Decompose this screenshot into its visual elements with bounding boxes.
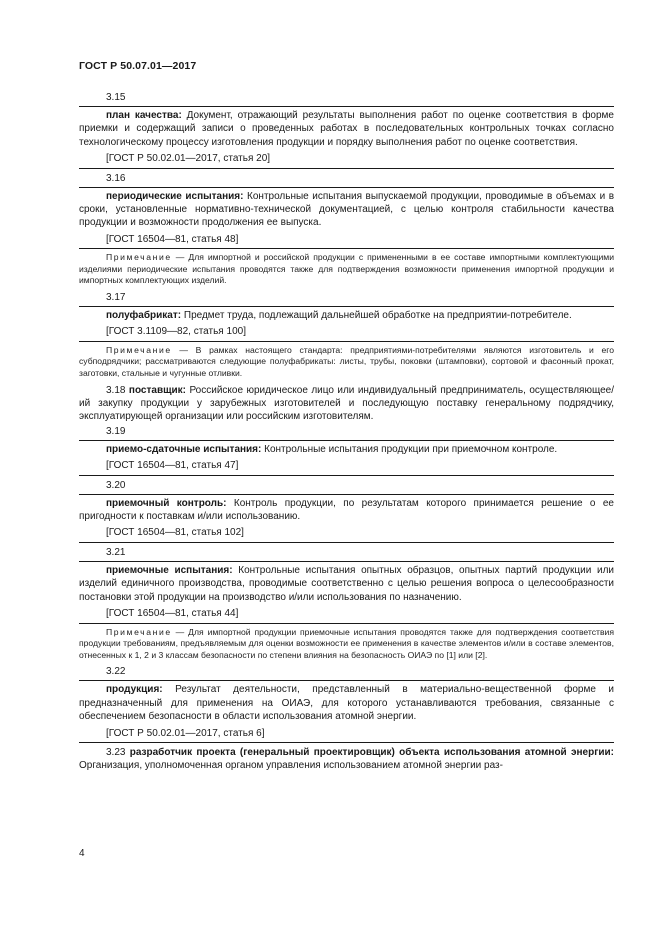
term-number: 3.15 — [106, 92, 126, 103]
note-text: — Для импортной продукции приемочные испытания проводятся также для подтверждения соответствия продукции требованиям, предъявляемым для оценки возможности ее применения в качестве элементов и/или в составе элементов, отнесенных к 1, 2 и 3 классам безопасности по степени влияния на безопасность ОИАЭ по [1] или [2]. — [79, 626, 614, 660]
term-number: 3.20 — [106, 479, 126, 491]
term-definition — [79, 109, 614, 149]
term-definition — [79, 443, 614, 456]
term-name: периодические испытания: — [106, 190, 244, 202]
term-source: [ГОСТ 16504—81, статья 48] — [106, 233, 239, 245]
term-text: Контрольные испытания опытных образцов, опытных партий продукции или изделий единичного производства, проводимые соответственно с целью решения вопроса о целесообразности постановки этой продукции на производство и/или использования по назначению. — [79, 564, 615, 603]
term-number: 3.21 — [106, 546, 126, 558]
note-3-16 — [79, 252, 614, 287]
document-body — [79, 91, 614, 774]
term-name: полуфабрикат: — [106, 310, 182, 322]
term-name: разработчик проекта (генеральный проектировщик) объекта использования атомной энергии: — [129, 746, 614, 758]
term-box-3-21 — [79, 561, 614, 624]
term-number: 3.17 — [106, 292, 126, 304]
term-text: Документ, отражающий результаты выполнения работ по оценке соответствия в форме приемки и содержащий записи о проведенных работах в последовательных контрольных точках согласно технологическому процессу изготовления продукции и порядку выполнения работ по оценке соответствия. — [79, 110, 614, 148]
term-source: [ГОСТ 3.1109—82, статья 100] — [106, 326, 246, 338]
note-label: Примечание — [106, 252, 172, 263]
term-text: Российское юридическое лицо или индивидуальный предприниматель, осуществляющее/ий закупку продукции у зарубежных изготовителей и последующую поставку генеральному подрядчику, эксплуатирующей организации или российским изготовителям. — [79, 384, 614, 423]
term-3-23 — [79, 746, 614, 773]
term-definition — [79, 497, 614, 524]
term-source: [ГОСТ Р 50.02.01—2017, статья 20] — [106, 153, 271, 165]
note-3-21 — [79, 627, 614, 662]
note-text: — Для импортной и российской продукции с примененными в ее составе импортными комплектующими изделиями периодические испытания проводятся также для подтверждения возможности применения импортной продукции и импортных комплектующих изделий. — [79, 252, 614, 286]
term-box-3-15 — [79, 106, 614, 169]
term-number: 3.19 — [106, 425, 126, 437]
term-box-3-16 — [79, 187, 614, 250]
term-source: [ГОСТ 16504—81, статья 102] — [106, 527, 244, 539]
term-definition — [79, 190, 614, 230]
term-name: приемочные испытания: — [106, 564, 233, 576]
term-box-3-17 — [79, 306, 614, 342]
term-text: Контрольные испытания выпускаемой продукции, проводимые в объемах и в сроки, установленные нормативно-технической документацией, с целью контроля стабильности качества продукции и возможности продолжения ее выпуска. — [79, 190, 615, 229]
term-text: Контрольные испытания продукции при приемочном контроле. — [264, 443, 558, 455]
term-number: 3.18 — [106, 384, 126, 396]
document-header: ГОСТ Р 50.07.01—2017 — [79, 60, 197, 72]
term-number: 3.23 — [106, 746, 126, 758]
term-3-18 — [79, 384, 614, 424]
term-definition — [79, 683, 614, 723]
term-box-3-20 — [79, 494, 614, 543]
term-box-3-19 — [79, 440, 614, 476]
term-text: Организация, уполномоченная органом управления использованием атомной энергии раз- — [79, 760, 503, 772]
term-box-3-22 — [79, 680, 614, 743]
term-source: [ГОСТ 16504—81, статья 44] — [106, 608, 239, 620]
term-name: приемочный контроль: — [106, 497, 227, 509]
term-name: продукция: — [106, 684, 163, 696]
term-definition — [79, 309, 614, 322]
term-text: Предмет труда, подлежащий дальнейшей обработке на предприятии-потребителе. — [183, 310, 572, 322]
term-definition — [79, 564, 614, 604]
term-source: [ГОСТ 16504—81, статья 47] — [106, 460, 239, 472]
page-number: 4 — [79, 848, 85, 859]
term-number: 3.16 — [106, 172, 126, 184]
term-text: Результат деятельности, представленный в материально-вещественной форме и предназначенный для применения на ОИАЭ, для которого устанавливаются требования, связанные с обеспечением безопасности в области использования атомной энергии. — [79, 684, 614, 723]
term-name: план качества: — [106, 110, 182, 121]
term-source: [ГОСТ Р 50.02.01—2017, статья 6] — [106, 727, 265, 739]
term-text: Контроль продукции, по результатам которого принимается решение о ее пригодности к поставкам и/или использованию. — [79, 497, 614, 523]
term-name: поставщик: — [128, 384, 187, 396]
note-label: Примечание — [106, 344, 172, 355]
note-label: Примечание — [106, 626, 172, 637]
term-number: 3.22 — [106, 666, 126, 678]
note-3-17 — [79, 345, 614, 380]
term-name: приемо-сдаточные испытания: — [106, 443, 262, 455]
note-text: — В рамках настоящего стандарта: предприятиями-потребителями являются изготовитель и его субподрядчики; рассматриваются следующие полуфабрикаты: листы, трубы, поковки (штамповки), сортовой и фасонный прокат, заготовки, стальные и чугунные отливки. — [79, 344, 614, 379]
